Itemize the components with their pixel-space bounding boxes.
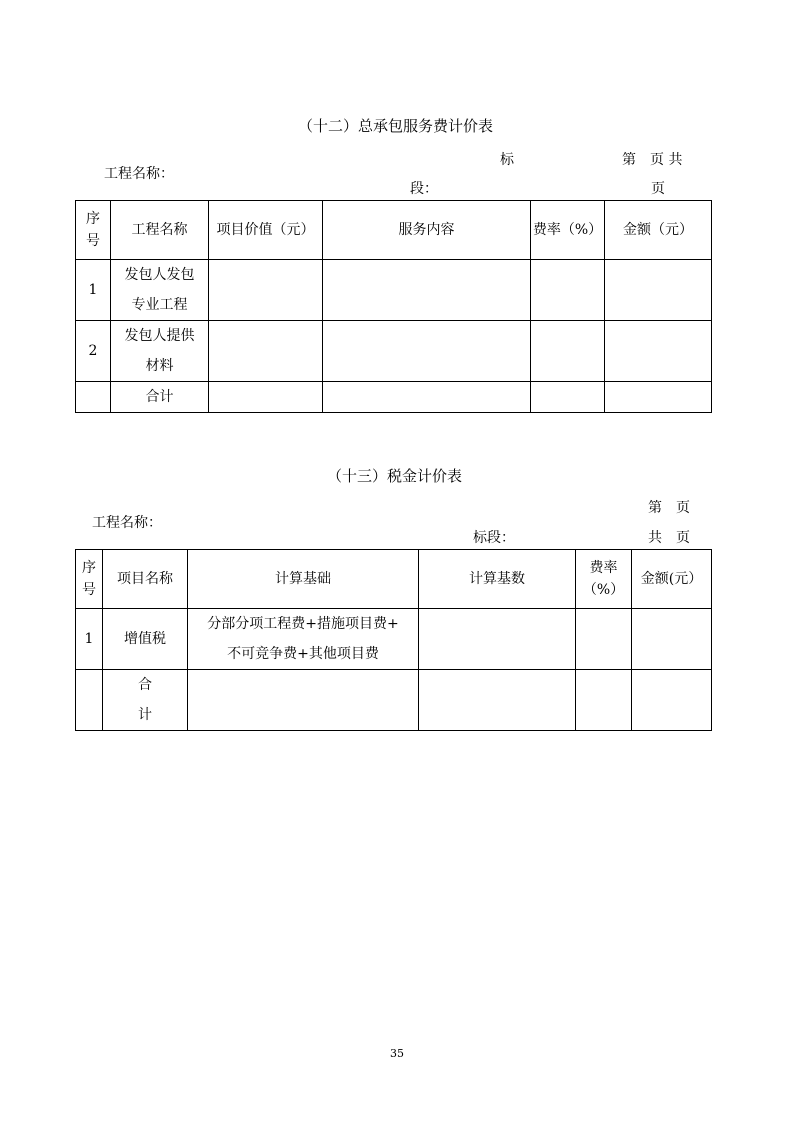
header-rate: 费率（%） [531,201,605,260]
row-value-cell [209,321,323,382]
total-value-cell [209,382,323,413]
row-seq: 1 [76,609,103,670]
page-number: 35 [390,1047,404,1060]
table-header-row [76,201,712,260]
section13-project-name-label: 工程名称： [92,515,162,531]
header-base-amount: 计算基数 [419,550,576,609]
row-rate-cell [576,609,632,670]
section12-title: （十二）总承包服务费计价表 [298,117,494,135]
section12-page-label-bottom: 页 [651,181,665,197]
total-row [76,382,712,413]
total-label: 合计 [111,382,209,413]
row-value-cell [209,260,323,321]
row-name: 发包人提供 材料 [111,321,209,382]
section13-title: （十三）税金计价表 [327,467,463,485]
total-base-amount-cell [419,670,576,731]
total-rate-cell [531,382,605,413]
section12-page-label-top: 第 页 共 [622,152,683,168]
section12-project-name-label: 工程名称： [104,166,174,182]
table-row [76,260,712,321]
row-name: 增值税 [103,609,188,670]
row-seq: 1 [76,260,111,321]
row-rate-cell [531,321,605,382]
total-amount-cell [605,382,712,413]
section12-section-label-top: 标 [500,152,514,168]
total-label: 合 计 [103,670,188,731]
table-row [76,609,712,670]
total-row [76,670,712,731]
row-content-cell [323,260,531,321]
row-base-amount-cell [419,609,576,670]
header-amount: 金额(元） [632,550,712,609]
header-item-name: 项目名称 [103,550,188,609]
header-calc-basis: 计算基础 [188,550,419,609]
header-amount: 金额（元） [605,201,712,260]
header-rate: 费率 （%） [576,550,632,609]
total-rate-cell [576,670,632,731]
tax-table [75,549,712,731]
section13-page-label-top: 第 页 [648,500,690,516]
total-seq-cell [76,382,111,413]
header-seq: 序 号 [76,201,111,260]
total-basis-cell [188,670,419,731]
section13-section-label: 标段： [473,530,515,546]
row-amount-cell [605,321,712,382]
header-project-name: 工程名称 [111,201,209,260]
row-basis: 分部分项工程费+措施项目费+ 不可竞争费+其他项目费 [188,609,419,670]
row-amount-cell [632,609,712,670]
row-seq: 2 [76,321,111,382]
section13-page-label-bottom: 共 页 [648,530,690,546]
service-fee-table [75,200,712,413]
header-project-value: 项目价值（元） [209,201,323,260]
total-amount-cell [632,670,712,731]
header-seq: 序 号 [76,550,103,609]
section12-section-label-bottom: 段： [410,181,438,197]
row-name: 发包人发包 专业工程 [111,260,209,321]
header-service-content: 服务内容 [323,201,531,260]
table-row [76,321,712,382]
total-seq-cell [76,670,103,731]
row-rate-cell [531,260,605,321]
table-header-row [76,550,712,609]
total-content-cell [323,382,531,413]
row-amount-cell [605,260,712,321]
row-content-cell [323,321,531,382]
